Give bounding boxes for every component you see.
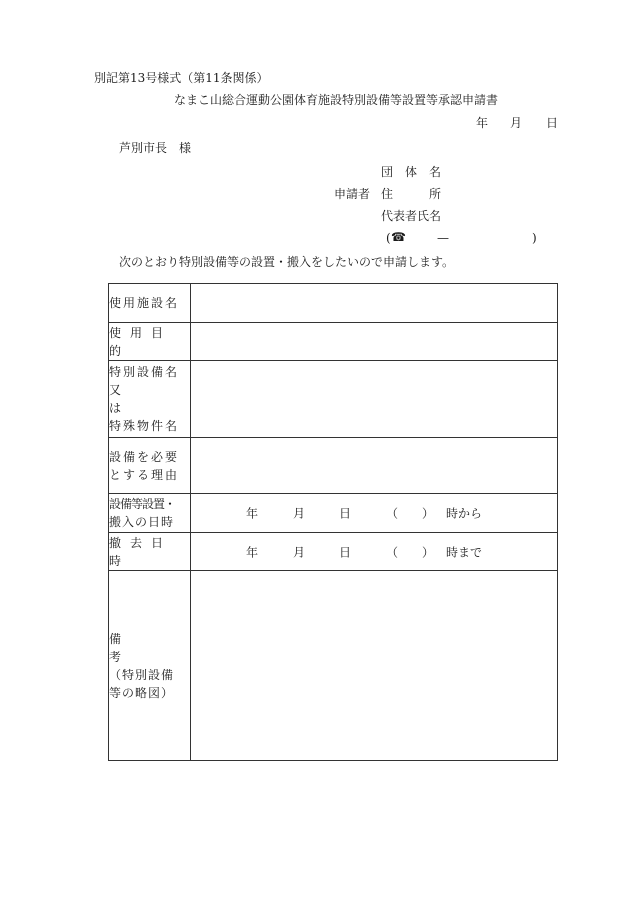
facility-label — [109, 284, 191, 323]
form-number-label: 別記第13号様式（第11条関係） — [94, 71, 269, 85]
tel-open-paren: ( — [386, 231, 391, 245]
table-row-install — [109, 494, 558, 533]
table-row-purpose — [109, 323, 558, 361]
removal-day-label: 日 — [339, 545, 352, 559]
reason-label-line1: 設備を必要 — [109, 449, 180, 464]
date-month-label: 月 — [510, 116, 523, 130]
document-title: なまこ山総合運動公園体育施設特別設備等設置等承認申請書 — [174, 93, 499, 107]
install-time-label: 時から — [446, 506, 483, 521]
install-datetime-field[interactable] — [191, 494, 558, 533]
purpose-label — [109, 323, 191, 361]
addressee: 芦別市長 様 — [119, 141, 192, 155]
remarks-label-line1: 備考 — [109, 631, 166, 664]
install-year-label: 年 — [246, 506, 259, 521]
install-weekday-label: （ ） — [386, 506, 435, 521]
facility-field[interactable] — [191, 284, 558, 323]
equipment-label — [109, 361, 191, 438]
reason-label — [109, 438, 191, 494]
install-label-line1: 設備等設置・ — [109, 497, 176, 511]
table-row-reason — [109, 438, 558, 494]
remarks-field[interactable] — [191, 571, 558, 761]
equipment-label-line2: 又は — [109, 383, 166, 415]
removal-datetime-field[interactable] — [191, 533, 558, 571]
remarks-label-line2: （特別設備 — [109, 667, 175, 682]
table-row-facility — [109, 284, 558, 323]
install-month-label: 月 — [293, 506, 306, 521]
remarks-label-line3: 等の略図） — [109, 685, 175, 700]
install-label-line2: 搬入の日時 — [109, 515, 175, 529]
date-year-label: 年 — [476, 116, 489, 130]
tel-dash: — — [437, 231, 449, 245]
applicant-label: 申請者 — [334, 187, 371, 201]
equipment-field[interactable] — [191, 361, 558, 438]
removal-weekday-label: （ ） — [386, 545, 435, 559]
table-row-removal — [109, 533, 558, 571]
telephone-icon: ☎ — [391, 230, 406, 244]
remarks-label — [109, 571, 191, 761]
intro-text: 次のとおり特別設備等の設置・搬入をしたいので申請します。 — [119, 255, 455, 269]
org-name-label: 団 体 名 — [381, 165, 442, 179]
equipment-label-line3: 特殊物件名 — [109, 419, 180, 433]
reason-field[interactable] — [191, 438, 558, 494]
install-label — [109, 494, 191, 533]
removal-label — [109, 533, 191, 571]
removal-label-text: 撤去日時 — [109, 535, 173, 568]
removal-month-label: 月 — [293, 545, 306, 559]
purpose-field[interactable] — [191, 323, 558, 361]
facility-label-text: 使用施設名 — [109, 296, 180, 310]
removal-year-label: 年 — [246, 545, 259, 559]
purpose-label-text: 使用目的 — [109, 325, 173, 358]
removal-time-label: 時まで — [446, 545, 483, 559]
reason-label-line2: とする理由 — [109, 467, 180, 482]
tel-close-paren: ) — [532, 231, 537, 245]
address-label: 住 所 — [381, 187, 442, 201]
table-row-equipment — [109, 361, 558, 438]
application-table — [108, 283, 558, 761]
install-day-label: 日 — [339, 506, 352, 521]
table-row-remarks — [109, 571, 558, 761]
date-day-label: 日 — [546, 116, 559, 130]
equipment-label-line1: 特別設備名 — [109, 365, 180, 379]
representative-name-label: 代表者氏名 — [381, 209, 442, 223]
